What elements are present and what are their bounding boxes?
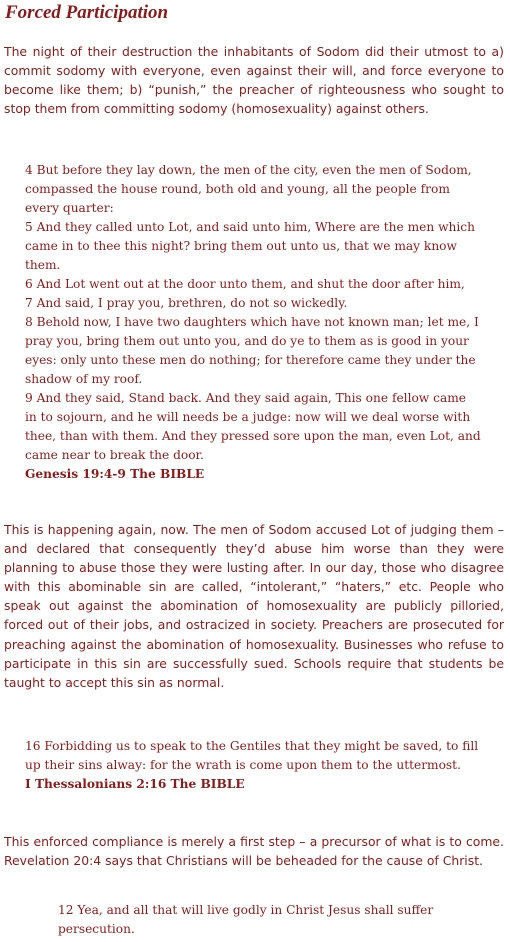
- verse-8: 8 Behold now, I have two daughters which have not known man; let me, I pray you, bring them out unto you, and do ye to them as is good in your eyes: only unto these men do nothing; for therefore came they under the shadow of my roof.: [25, 315, 479, 386]
- page-title: Forced Participation: [5, 2, 169, 23]
- verse-12: 12 Yea, and all that will live godly in Christ Jesus shall suffer persecution.: [58, 903, 434, 936]
- paragraph-intro: The night of their destruction the inhabitants of Sodom did their utmost to a) commit sodomy with everyone, even against their will, and force everyone to become like them; b) “punish,” the preacher of righteousness who sought to stop them from committing sodomy (homosexuality) against others.: [4, 44, 504, 117]
- scripture-quote-thessalonians: [25, 737, 493, 794]
- verse-6: 6 And Lot went out at the door unto them, and shut the door after him,: [25, 277, 465, 291]
- paragraph-body: This is happening again, now. The men of Sodom accused Lot of judging them – and declared that consequently they’d abuse him worse than they were planning to abuse those they were lusting after. In our day, those who disagree with this abominable sin are called, “intolerant,” “haters,” etc. People who speak out against the abomination of homosexuality are publicly pilloried, forced out of their jobs, and ostracized in society. Preachers are prosecuted for preaching against the abomination of homosexuality. Businesses who refuse to participate in this sin are successfully sued. Schools require that students be taught to accept this sin as normal.: [4, 522, 504, 690]
- verse-5: 5 And they called unto Lot, and said unto him, Where are the men which came in to thee this night? bring them out unto us, that we may know them.: [25, 220, 475, 272]
- verse-9: 9 And they said, Stand back. And they said again, This one fellow came in to sojourn, and he will needs be a judge: now will we deal worse with thee, than with them. And they pressed sore upon the man, even Lot, and came near to break the door.: [25, 391, 481, 462]
- citation-genesis: Genesis 19:4-9 The BIBLE: [25, 467, 205, 481]
- scripture-quote-genesis: [25, 161, 481, 484]
- scripture-quote-timothy: [58, 901, 478, 939]
- verse-7: 7 And said, I pray you, brethren, do not so wickedly.: [25, 296, 348, 310]
- citation-thessalonians: I Thessalonians 2:16 The BIBLE: [25, 777, 245, 791]
- verse-16: 16 Forbidding us to speak to the Gentiles that they might be saved, to fill up their sins alway: for the wrath is come upon them to the uttermost.: [25, 739, 479, 772]
- verse-4: 4 But before they lay down, the men of the city, even the men of Sodom, compassed the house round, both old and young, all the people from every quarter:: [25, 163, 472, 215]
- paragraph-conclusion: This enforced compliance is merely a first step – a precursor of what is to come. Revelation 20:4 says that Christians will be beheaded for the cause of Christ.: [4, 834, 504, 869]
